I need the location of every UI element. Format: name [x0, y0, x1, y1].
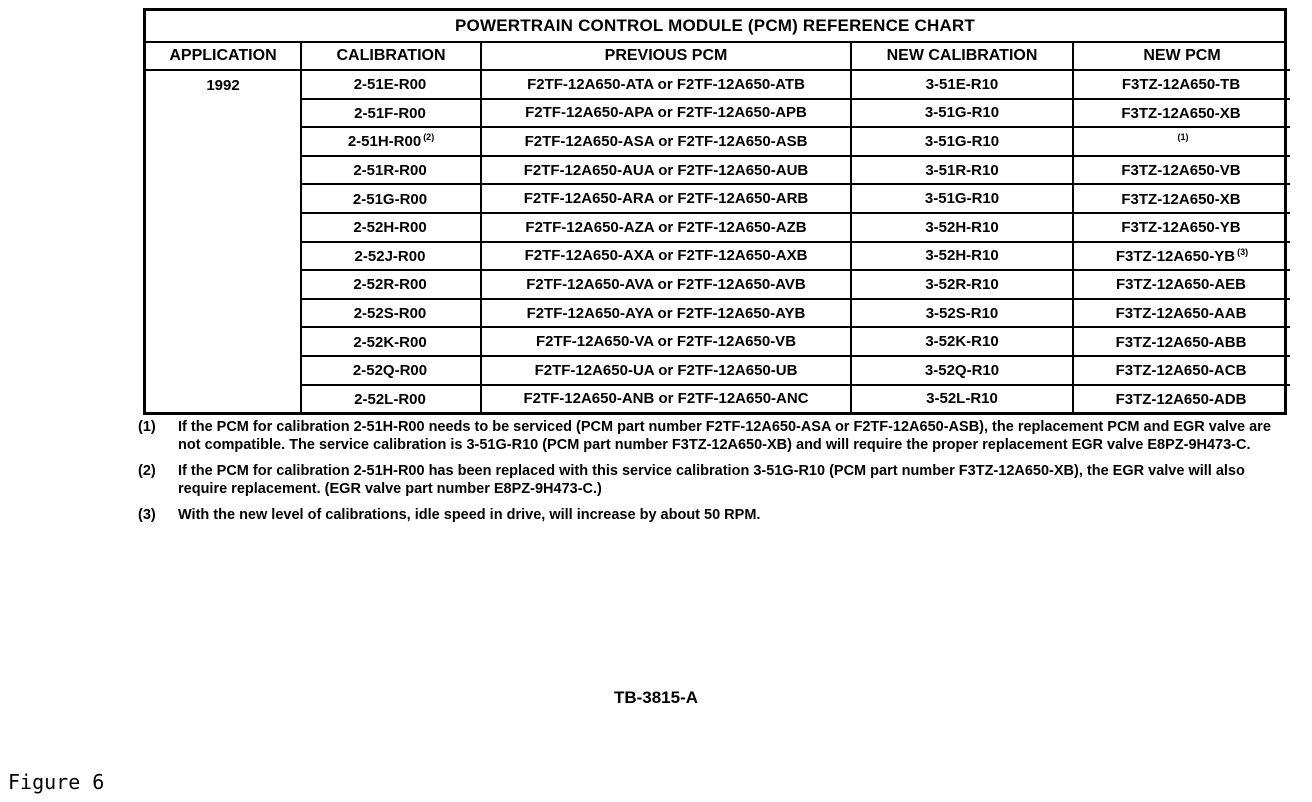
new-pcm-value: F3TZ-12A650-ACB	[1115, 362, 1247, 380]
table-row	[146, 70, 1290, 99]
new-calibration-cell: 3-51G-R10	[851, 127, 1073, 156]
footnote-number: (3)	[138, 507, 156, 523]
new-pcm-value: F3TZ-12A650-YB	[1121, 219, 1241, 237]
previous-pcm-cell: F2TF-12A650-VA or F2TF-12A650-VB	[481, 327, 851, 356]
footnote-number: (1)	[138, 419, 156, 435]
calibration-cell	[301, 156, 481, 185]
new-pcm-value: F3TZ-12A650-AEB	[1115, 276, 1247, 294]
footnote	[138, 462, 1288, 498]
new-pcm-cell	[1073, 213, 1290, 242]
table-row	[146, 156, 1290, 185]
footnote	[138, 506, 1288, 524]
new-calibration-cell: 3-52R-R10	[851, 270, 1073, 299]
new-pcm-cell	[1073, 184, 1290, 213]
new-pcm-footnote-ref: (1)	[1177, 132, 1189, 143]
calibration-cell	[301, 242, 481, 271]
new-pcm-cell	[1073, 156, 1290, 185]
new-pcm-cell	[1073, 242, 1290, 271]
reference-table	[146, 43, 1290, 412]
new-pcm-cell	[1073, 70, 1290, 99]
footnote	[138, 418, 1288, 454]
application-cell: 1992	[206, 77, 240, 94]
footnote-text: With the new level of calibrations, idle speed in drive, will increase by about 50 RPM.	[178, 507, 761, 523]
header-calibration: CALIBRATION	[301, 43, 481, 70]
table-row	[146, 213, 1290, 242]
chart-title: POWERTRAIN CONTROL MODULE (PCM) REFERENCE CHART	[146, 11, 1284, 43]
new-pcm-value: F3TZ-12A650-XB	[1121, 104, 1241, 122]
new-pcm-cell	[1073, 356, 1290, 385]
new-pcm-footnote-ref: (3)	[1237, 246, 1249, 257]
calibration-cell	[301, 99, 481, 128]
calibration-value: 2-52H-R00	[353, 219, 427, 237]
calibration-cell	[301, 184, 481, 213]
previous-pcm-cell: F2TF-12A650-ATA or F2TF-12A650-ATB	[481, 70, 851, 99]
calibration-value: 2-52K-R00	[353, 333, 427, 351]
calibration-value: 2-51H-R00	[347, 133, 422, 151]
footnotes	[138, 418, 1288, 532]
table-row	[146, 385, 1290, 413]
previous-pcm-cell: F2TF-12A650-ANB or F2TF-12A650-ANC	[481, 385, 851, 413]
table-row	[146, 184, 1290, 213]
new-calibration-cell: 3-52H-R10	[851, 213, 1073, 242]
header-application: APPLICATION	[146, 43, 301, 70]
new-pcm-cell	[1073, 270, 1290, 299]
footnote-text: If the PCM for calibration 2-51H-R00 needs to be serviced (PCM part number F2TF-12A650-ASA or F2TF-12A650-ASB), the replacement PCM and EGR valve are not compatible. The service calibration is 3-51G-R10 (PCM part number F3TZ-12A650-XB) and will require the proper replacement EGR valve E8PZ-9H473-C.	[178, 419, 1271, 453]
table-row	[146, 242, 1290, 271]
calibration-value: 2-52R-R00	[353, 276, 427, 294]
calibration-cell	[301, 127, 481, 156]
previous-pcm-cell: F2TF-12A650-AUA or F2TF-12A650-AUB	[481, 156, 851, 185]
calibration-footnote-ref: (2)	[423, 132, 435, 143]
new-pcm-cell	[1073, 99, 1290, 128]
figure-label: Figure 6	[8, 770, 105, 794]
new-calibration-cell: 3-51R-R10	[851, 156, 1073, 185]
new-calibration-cell: 3-51G-R10	[851, 99, 1073, 128]
new-calibration-cell: 3-52H-R10	[851, 242, 1073, 271]
new-pcm-cell	[1073, 327, 1290, 356]
table-row	[146, 356, 1290, 385]
new-pcm-cell	[1073, 127, 1290, 156]
header-new-calibration: NEW CALIBRATION	[851, 43, 1073, 70]
calibration-cell	[301, 213, 481, 242]
footnote-number: (2)	[138, 463, 156, 479]
pcm-reference-chart	[143, 8, 1287, 415]
calibration-value: 2-51R-R00	[353, 162, 427, 180]
table-row	[146, 270, 1290, 299]
new-calibration-cell: 3-52L-R10	[851, 385, 1073, 413]
calibration-cell	[301, 299, 481, 328]
new-calibration-cell: 3-51E-R10	[851, 70, 1073, 99]
footnote-text: If the PCM for calibration 2-51H-R00 has been replaced with this service calibration 3-51G-R10 (PCM part number F3TZ-12A650-XB), the EGR valve will also require replacement. (EGR valve part number E8PZ-9H473-C.)	[178, 463, 1245, 497]
calibration-cell	[301, 270, 481, 299]
header-new-pcm: NEW PCM	[1073, 43, 1290, 70]
previous-pcm-cell: F2TF-12A650-AZA or F2TF-12A650-AZB	[481, 213, 851, 242]
table-row	[146, 99, 1290, 128]
calibration-cell	[301, 70, 481, 99]
calibration-value: 2-52Q-R00	[352, 362, 428, 380]
document-id: TB-3815-A	[613, 688, 699, 707]
calibration-value: 2-52L-R00	[354, 390, 426, 408]
header-row	[146, 43, 1290, 70]
new-pcm-value: F3TZ-12A650-VB	[1121, 162, 1241, 180]
table-row	[146, 127, 1290, 156]
new-calibration-cell: 3-51G-R10	[851, 184, 1073, 213]
new-calibration-cell: 3-52S-R10	[851, 299, 1073, 328]
previous-pcm-cell: F2TF-12A650-ASA or F2TF-12A650-ASB	[481, 127, 851, 156]
previous-pcm-cell: F2TF-12A650-ARA or F2TF-12A650-ARB	[481, 184, 851, 213]
calibration-cell	[301, 356, 481, 385]
previous-pcm-cell: F2TF-12A650-APA or F2TF-12A650-APB	[481, 99, 851, 128]
previous-pcm-cell: F2TF-12A650-UA or F2TF-12A650-UB	[481, 356, 851, 385]
calibration-value: 2-52J-R00	[354, 247, 426, 265]
new-pcm-value: F3TZ-12A650-ABB	[1115, 333, 1247, 351]
previous-pcm-cell: F2TF-12A650-AVA or F2TF-12A650-AVB	[481, 270, 851, 299]
new-pcm-value: F3TZ-12A650-YB	[1115, 247, 1236, 265]
table-row	[146, 327, 1290, 356]
new-pcm-cell	[1073, 385, 1290, 413]
calibration-cell	[301, 385, 481, 413]
new-calibration-cell: 3-52Q-R10	[851, 356, 1073, 385]
header-previous-pcm: PREVIOUS PCM	[481, 43, 851, 70]
new-pcm-value: F3TZ-12A650-ADB	[1115, 390, 1247, 408]
new-pcm-value: F3TZ-12A650-AAB	[1115, 305, 1247, 323]
table-row	[146, 299, 1290, 328]
new-pcm-cell	[1073, 299, 1290, 328]
calibration-value: 2-51E-R00	[353, 76, 427, 94]
previous-pcm-cell: F2TF-12A650-AYA or F2TF-12A650-AYB	[481, 299, 851, 328]
new-calibration-cell: 3-52K-R10	[851, 327, 1073, 356]
new-pcm-value: F3TZ-12A650-XB	[1121, 190, 1241, 208]
calibration-value: 2-51G-R00	[352, 190, 428, 208]
calibration-value: 2-52S-R00	[353, 305, 427, 323]
previous-pcm-cell: F2TF-12A650-AXA or F2TF-12A650-AXB	[481, 242, 851, 271]
calibration-value: 2-51F-R00	[354, 104, 426, 122]
calibration-cell	[301, 327, 481, 356]
new-pcm-value: F3TZ-12A650-TB	[1121, 76, 1241, 94]
